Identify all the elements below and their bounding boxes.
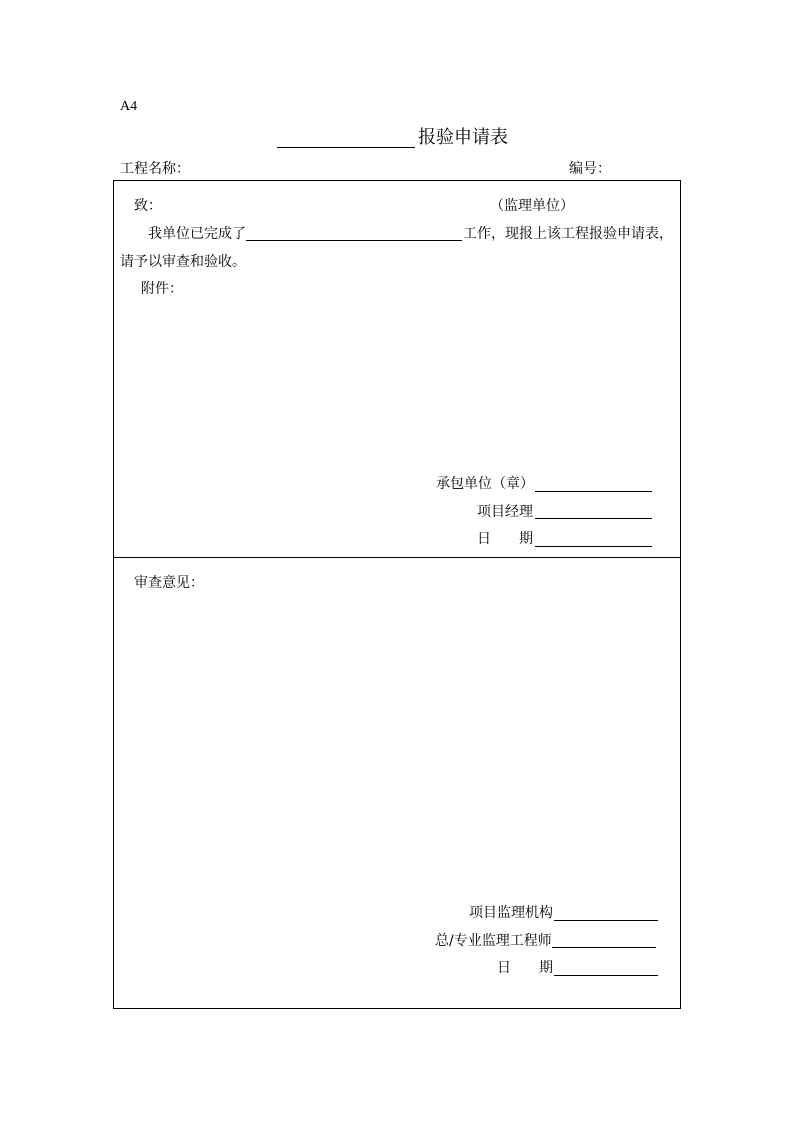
project-manager-label: 项目经理 [477,504,533,520]
review-opinion-label: 审查意见： [134,575,204,591]
page-title: 报验申请表 [418,127,508,148]
number-label: 编号： [569,161,611,177]
date-field-2[interactable] [554,975,658,976]
form-frame [113,180,681,1009]
supervisor-unit-label: （监理单位） [490,198,574,214]
contractor-field[interactable] [535,491,652,492]
project-manager-field[interactable] [535,518,652,519]
section-divider [113,557,681,558]
chief-engineer-label: 总/专业监理工程师 [435,933,552,949]
to-label: 致： [134,198,162,214]
title-blank-line [277,147,415,148]
date-field-1[interactable] [535,546,652,547]
body-prefix-text: 我单位已完成了 [148,226,246,242]
body-suffix-text: 工作，现报上该工程报验申请表， [463,226,673,242]
body-line2-text: 请予以审查和验收。 [120,254,246,270]
form-code: A4 [120,99,138,114]
date-label-2: 日 期 [497,960,553,976]
contractor-label: 承包单位（章） [436,476,534,492]
chief-engineer-field[interactable] [552,947,656,948]
date-label-1: 日 期 [477,531,533,547]
project-name-label: 工程名称： [120,161,190,177]
completed-work-field[interactable] [246,240,462,241]
attachment-label: 附件： [141,281,183,297]
supervision-org-field[interactable] [554,920,658,921]
supervision-org-label: 项目监理机构 [469,905,553,921]
